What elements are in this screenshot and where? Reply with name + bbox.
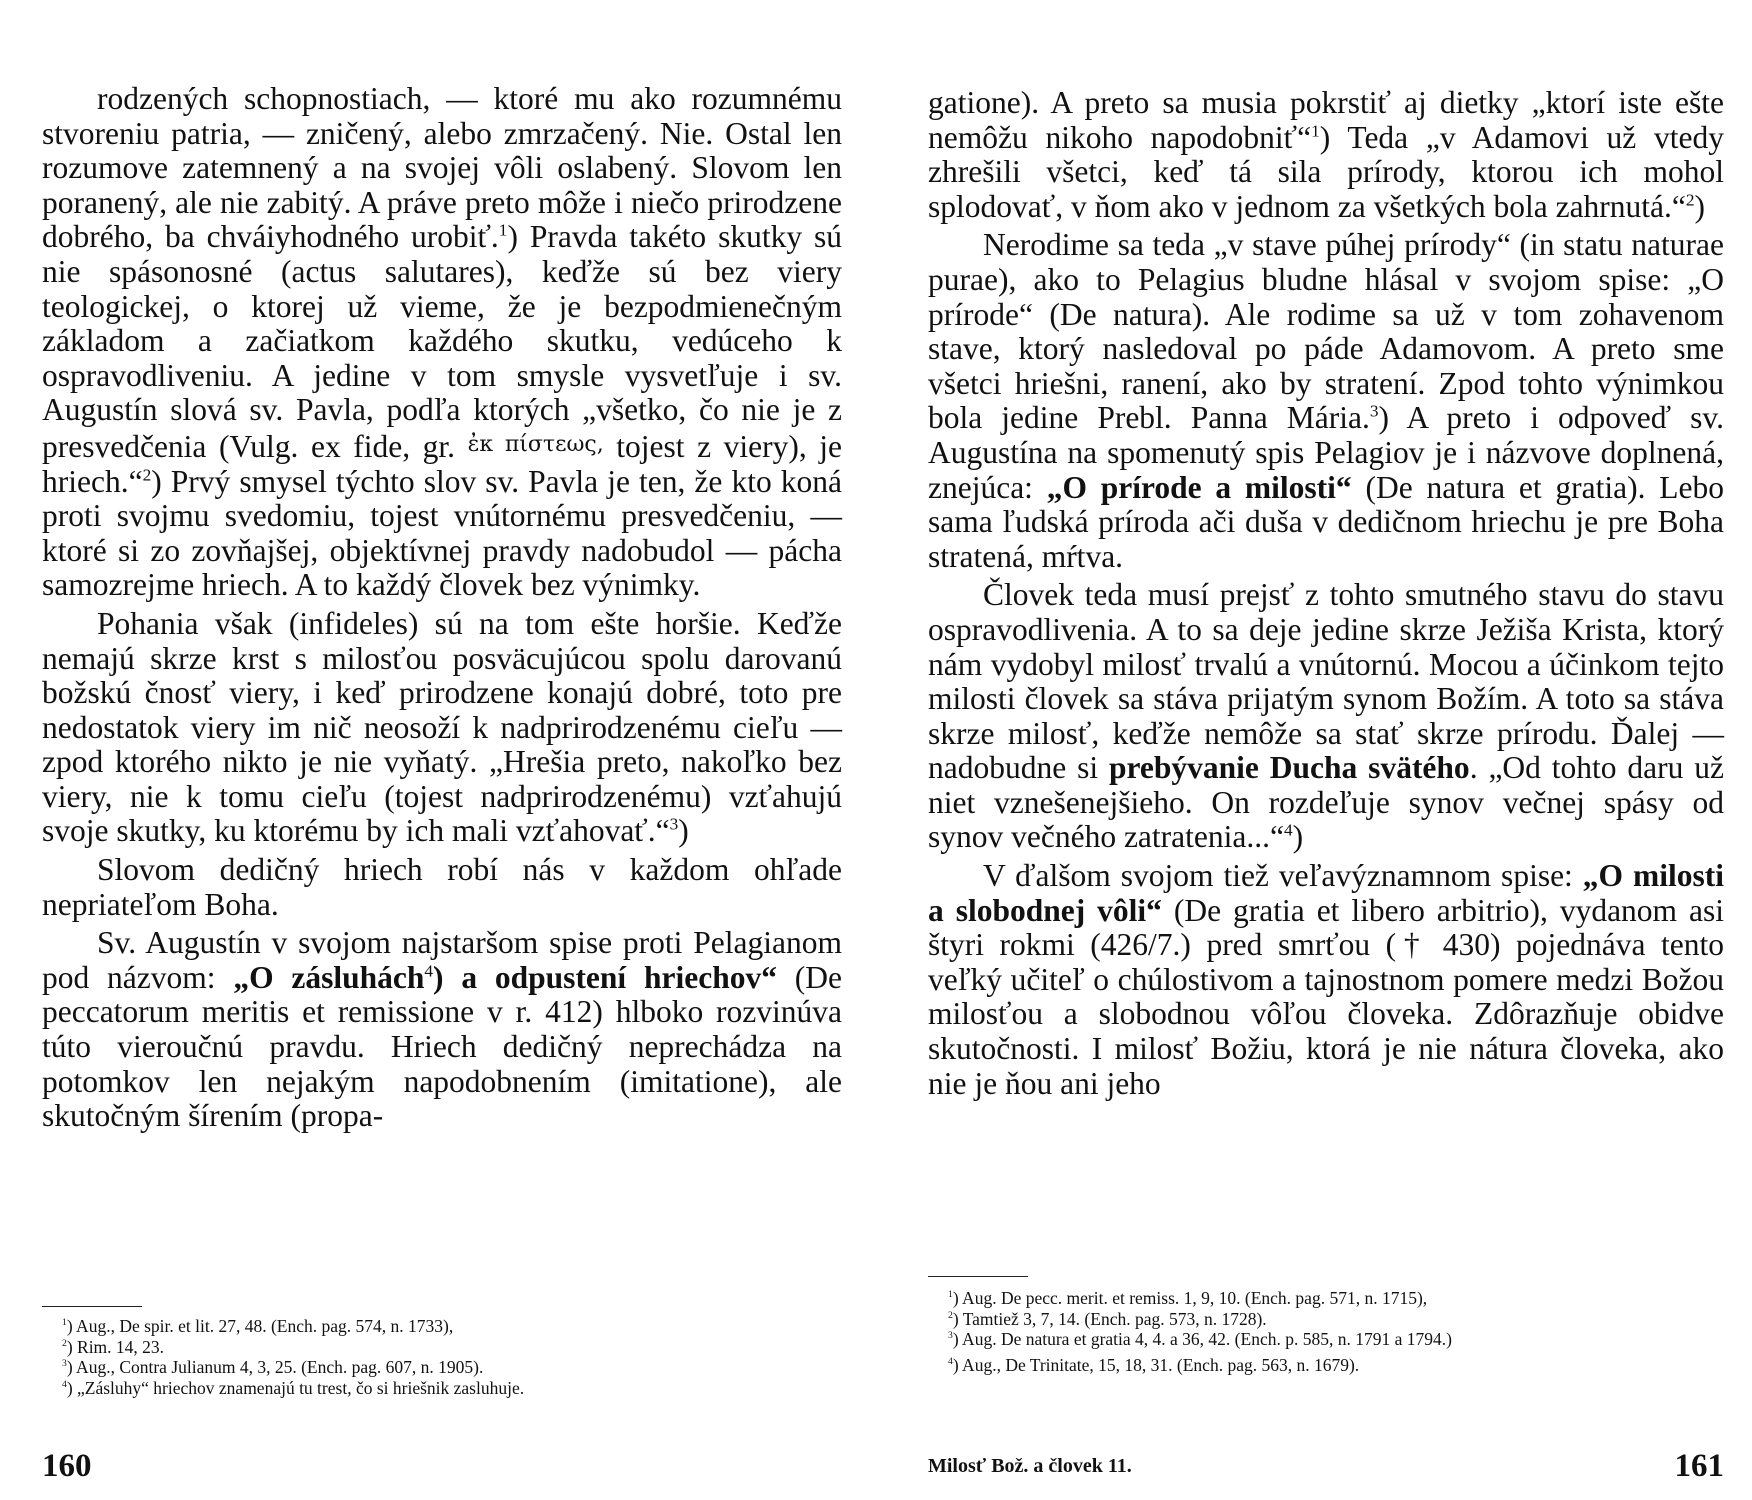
right-body-text	[928, 86, 1724, 1101]
text-run: Človek teda musí prejsť z tohto smutného stavu do stavu ospravodlivenia. A to sa deje jedine skrze Ježiša Krista, ktorý nám vydobyl milosť trvalú a vnútornú. Mocou a účinkom tejto milosti človek sa stáva prijatým synom Božím. A toto sa stáva skrze milosť, keďže nemôže sa stať skrze prírodu. Ďalej — nadobudne si	[928, 577, 1724, 786]
paragraph	[928, 228, 1724, 574]
text-run: )	[1694, 188, 1706, 224]
right-page	[928, 0, 1724, 1500]
text-run: Nerodime sa teda „v stave púhej prírody“ (in statu naturae purae), ako to Pelagius bludne hlásal v svojom spise: „O prírode“ (De natura). Ale rodime sa už v tom zohavenom stave, ktorý nasledoval po páde Adamovom. A preto sme všetci hriešni, ranení, ako by stratení. Zpod tohto výnimkou bola jedine Prebl. Panna Mária.	[928, 227, 1724, 436]
paragraph	[928, 86, 1724, 224]
greek-text: ἐκ πίστεως,	[467, 431, 604, 457]
paragraph	[928, 859, 1724, 1101]
footnote-mark: 3	[62, 1358, 67, 1370]
text-run: Pohania však (infideles) sú na tom ešte horšie. Keďže nemajú skrze krst s milosťou posväcujúcou spolu darovanú božskú čnosť viery, i keď prirodzene konajú dobré, toto pre nedostatok viery im nič neosoží k nadprirodzenému cieľu — zpod ktorého nikto je nie vyňatý. „Hrešia preto, nakoľko bez viery, nie k tomu cieľu (tojest nadprirodzenému) vzťahujú svoje skutky, ku ktorému by ich mali vzťahovať.“	[42, 605, 842, 849]
paragraph	[42, 82, 842, 603]
running-footer: Milosť Bož. a človek 11.	[928, 1455, 1132, 1477]
text-run: ) A preto i odpoveď sv. Augustína na spomenutý spis Pelagiov je i názvove doplnená, znejúca:	[928, 400, 1724, 505]
text-run: rodzených schopnostiach, — ktoré mu ako rozumnému stvoreniu patria, — zničený, alebo zmrzačený. Nie. Ostal len rozumove zatemnený a na svojej vôli oslabený. Slovom len poranený, ale nie zabitý. A práve preto môže i niečo prirodzene dobrého, ba chváiyhodného urobiť.	[42, 81, 842, 255]
footnote-mark: 1	[948, 1289, 953, 1301]
text-run: ) Prvý smysel týchto slov sv. Pavla je ten, že kto koná proti svojmu svedomiu, tojest vnútornému presvedčeniu, — ktoré si zo zovňajšej, objektívnej pravdy nadobudol — pácha samozrejme hriech. A to každý človek bez výnimky.	[42, 463, 842, 603]
text-run: (De gratia et libero arbitrio), vydanom asi štyri rokmi (426/7.) pred smrťou († 430) pojednáva tento veľký učiteľ o chúlostivom a tajnostnom pomere medzi Božou milosťou a slobodnou vôľou človeka. Zdôrazňuje obidve skutočnosti. I milosť Božiu, ktorá je nie nátura človeka, ako nie je ňou ani jeho	[928, 892, 1724, 1101]
text-run: tojest z viery), je hriech.“	[42, 428, 842, 499]
footnote	[928, 1355, 1724, 1376]
footnote-mark: 2	[62, 1337, 67, 1349]
footnote	[42, 1357, 842, 1378]
footnote-ref: 4	[424, 961, 434, 981]
footnote	[928, 1309, 1724, 1330]
footnote-mark: 1	[62, 1317, 67, 1329]
text-run: )	[678, 813, 689, 849]
footnote-text: ) Aug., Contra Julianum 4, 3, 25. (Ench. pag. 607, n. 1905).	[66, 1357, 484, 1377]
text-run: (De natura et gratia). Lebo sama ľudská príroda ači duša v dedičnom hriechu je pre Boha stratená, mŕtva.	[928, 469, 1724, 574]
footnote	[928, 1288, 1724, 1309]
text-run: ) Pravda takéto skutky sú nie spásonosné (actus salutares), keďže sú bez viery teologickej, o ktorej už vieme, že je bezpodmienečným základom a začiatkom každého skutku, vedúceho k ospravodliveniu. A jedine v tom smysle vysvetľuje i sv. Augustín slová sv. Pavla, podľa ktorých „všetko, čo nie je z presvedčenia (Vulg. ex fide, gr.	[42, 219, 842, 464]
footnote-ref: 1	[1311, 121, 1320, 141]
footnote-ref: 3	[1369, 401, 1379, 421]
footnote-text: ) Aug. De natura et gratia 4, 4. a 36, 42. (Ench. p. 585, n. 1791 a 1794.)	[952, 1329, 1452, 1349]
text-run: Sv. Augustín v svojom najstaršom spise proti Pelagianom pod názvom:	[42, 925, 842, 995]
bold-title: „O zásluhách	[233, 959, 425, 995]
footnote	[42, 1316, 842, 1337]
text-run: Slovom dedičný hriech robí nás v každom ohľade nepriateľom Boha.	[42, 852, 842, 922]
left-footnote-rule	[42, 1306, 142, 1307]
right-footnote-rule	[928, 1276, 1028, 1277]
footnote	[928, 1329, 1724, 1350]
footnote-mark: 3	[948, 1330, 953, 1342]
footnote-text: ) Aug., De Trinitate, 15, 18, 31. (Ench. pag. 563, n. 1679).	[952, 1354, 1360, 1375]
footnote	[42, 1378, 842, 1399]
paragraph	[42, 607, 842, 849]
footnote-ref: 2	[142, 465, 152, 485]
footnote-text: ) Aug., De spir. et lit. 27, 48. (Ench. pag. 574, n. 1733),	[66, 1316, 454, 1336]
footnote	[42, 1337, 842, 1358]
footnote-text: ) Tamtiež 3, 7, 14. (Ench. pag. 573, n. 1728).	[952, 1308, 1267, 1329]
footnote-ref: 3	[669, 814, 679, 834]
bold-title: prebývanie Ducha svätého	[1108, 750, 1470, 786]
text-run: . „Od tohto daru už niet vznešenejšieho. On rozdeľuje synov večnej spásy od synov večného zatratenia...“	[928, 750, 1724, 855]
footnote-ref: 4	[1283, 820, 1293, 840]
footnote-text: ) Rim. 14, 23.	[66, 1336, 165, 1357]
footnote-ref: 1	[498, 220, 508, 240]
text-run: V ďalšom svojom tiež veľavýznamnom spise:	[983, 858, 1583, 894]
footnote-mark: 4	[62, 1378, 67, 1390]
right-footnotes	[928, 1288, 1724, 1375]
left-page	[42, 0, 842, 1500]
footnote-text: ) „Zásluhy“ hriechov znamenajú tu trest, čo si hriešnik zasluhuje.	[66, 1377, 525, 1398]
paragraph	[42, 926, 842, 1134]
left-footnotes	[42, 1316, 842, 1398]
paragraph	[42, 853, 842, 922]
footnote-ref: 2	[1685, 190, 1695, 210]
right-page-number: 161	[1674, 1448, 1724, 1484]
footnote-mark: 2	[948, 1309, 953, 1321]
bold-title: „O prírode a milosti“	[1046, 469, 1352, 505]
left-body-text	[42, 82, 842, 1134]
text-run: gatione). A preto sa musia pokrstiť aj dietky „ktorí iste ešte nemôžu nikoho napodobniť“	[928, 85, 1724, 155]
footnote-text: ) Aug. De pecc. merit. et remiss. 1, 9, 10. (Ench. pag. 571, n. 1715),	[952, 1288, 1428, 1308]
paragraph	[928, 578, 1724, 855]
bold-title: ) a odpustení hriechov“	[433, 959, 777, 995]
footnote-mark: 4	[948, 1355, 953, 1367]
text-run: )	[1292, 819, 1304, 855]
text-run: (De peccatorum meritis et remissione v r. 412) hlboko rozvinúva túto vieroučnú pravdu. Hriech dedičný neprechádza na potomkov len nejakým napodobnením (imitatione), ale skutočným šírením (propa-	[42, 959, 842, 1134]
left-page-number: 160	[42, 1448, 92, 1484]
text-run: ) Teda „v Adamovi už vtedy zhrešili všetci, keď tá sila prírody, ktorou ich mohol splodovať, v ňom ako v jednom za všetkých bola zahrnutá.“	[928, 119, 1724, 224]
bold-title: „O milosti a slobodnej vôli“	[928, 858, 1724, 928]
